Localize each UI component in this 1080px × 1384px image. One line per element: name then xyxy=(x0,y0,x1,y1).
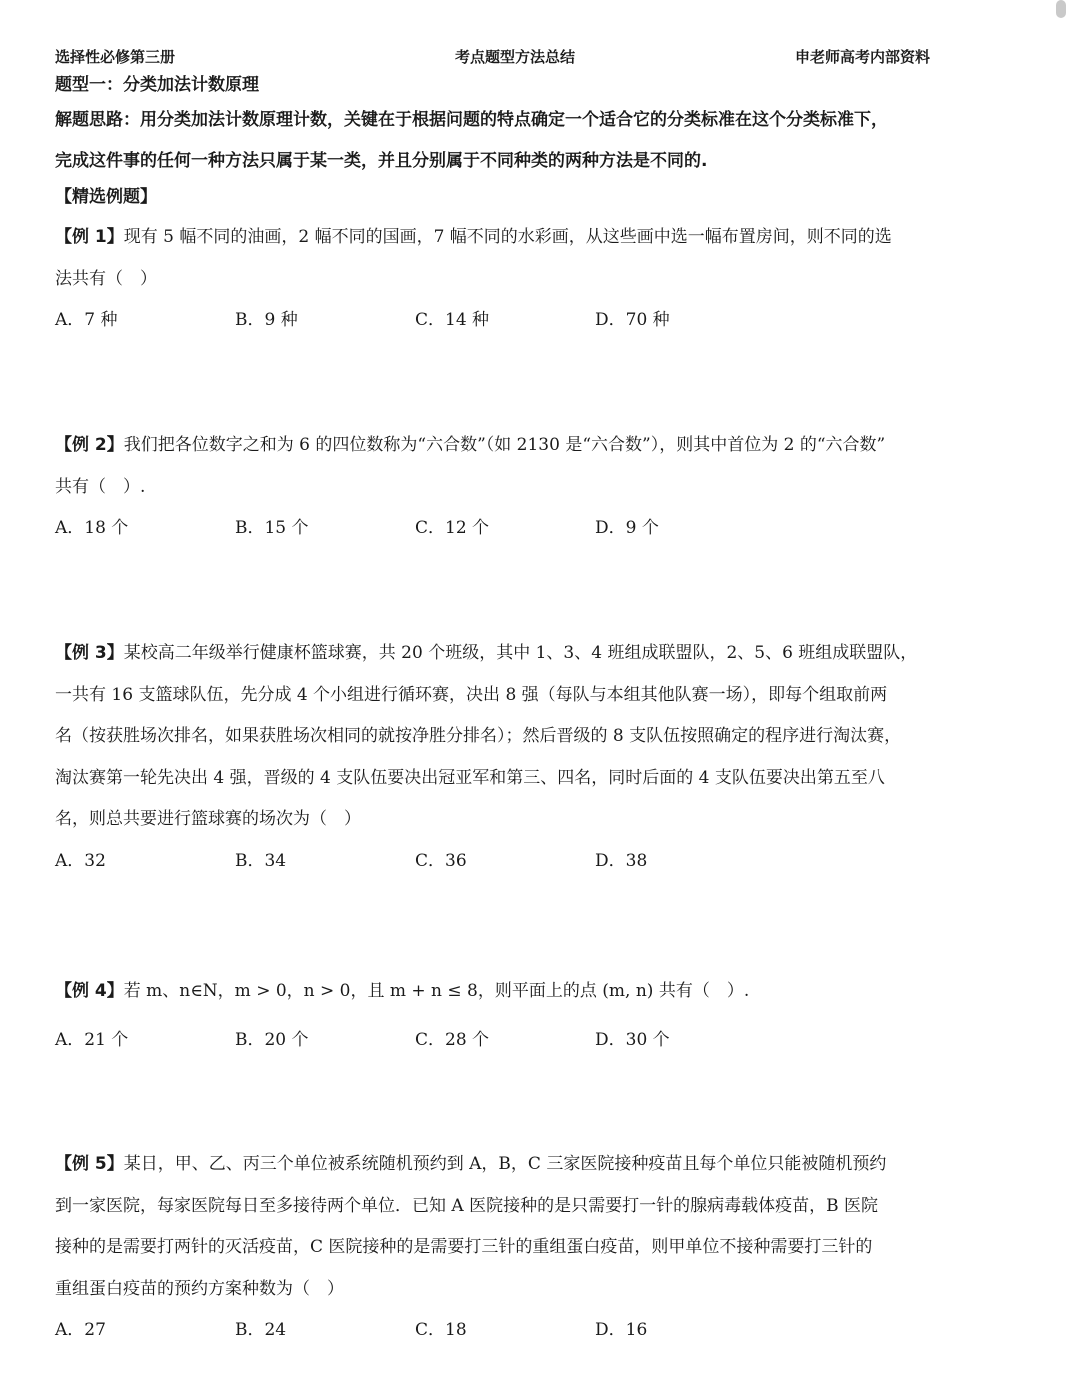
example-line: 法共有（ ） xyxy=(55,268,157,289)
option-a: A．27 xyxy=(55,1320,106,1340)
example-line: 重组蛋白疫苗的预约方案种数为（ ） xyxy=(55,1278,344,1299)
example-line xyxy=(55,425,935,467)
example-line: 一共有 16 支篮球队伍，先分成 4 个小组进行循环赛，决出 8 强（每队与本组其他队赛一场），即每个组取前两 xyxy=(55,684,888,705)
example-text: 若 m、n∈N，m > 0，n > 0，且 m + n ≤ 8，则平面上的点 (m, n) 共有（ ）. xyxy=(123,981,750,1001)
option-c: C．28 个 xyxy=(415,1029,490,1050)
option-a: A．7 种 xyxy=(55,310,118,330)
option-c: C．36 xyxy=(415,850,467,871)
example-line: 共有（ ）. xyxy=(55,476,146,497)
example-text: 我们把各位数字之和为 6 的四位数称为“六合数”（如 2130 是“六合数”），则其中首位为 2 的“六合数” xyxy=(123,435,886,455)
example-line xyxy=(55,971,935,1013)
header-center: 考点题型方法总结 xyxy=(455,48,576,66)
options-row xyxy=(55,1310,935,1352)
example-tag: 【例 4】 xyxy=(55,981,124,1001)
idea-line: 解题思路：用分类加法计数原理计数，关键在于根据问题的特点确定一个适合它的分类标准在这个分类标准下， xyxy=(55,110,888,130)
option-c: C．12 个 xyxy=(415,518,490,538)
example-text: 某校高二年级举行健康杯篮球赛，共 20 个班级，其中 1、3、4 班组成联盟队，2、5、6 班组成联盟队， xyxy=(123,643,918,663)
option-d: D．70 种 xyxy=(595,310,670,330)
option-b: B．15 个 xyxy=(235,518,309,538)
example-line: 淘汰赛第一轮先决出 4 强，晋级的 4 支队伍要决出冠亚军和第三、四名，同时后面的 4 支队伍要决出第五至八 xyxy=(55,767,885,788)
section-heading: 【精选例题】 xyxy=(55,187,157,207)
option-c: C．14 种 xyxy=(415,310,490,330)
options-row xyxy=(55,508,935,550)
options-row xyxy=(55,1020,935,1062)
option-d: D．30 个 xyxy=(595,1029,670,1050)
option-a: A．21 个 xyxy=(55,1029,129,1050)
option-d: D．38 xyxy=(595,850,648,871)
example-4 xyxy=(55,971,935,1061)
option-d: D．9 个 xyxy=(595,518,659,538)
options-row xyxy=(55,841,935,883)
example-5 xyxy=(55,1144,935,1352)
option-a: A．32 xyxy=(55,850,106,871)
example-line: 名（按获胜场次排名，如果获胜场次相同的就按净胜分排名）；然后晋级的 8 支队伍按照确定的程序进行淘汰赛， xyxy=(55,726,902,746)
example-tag: 【例 1】 xyxy=(55,227,124,247)
header-right: 申老师高考内部资料 xyxy=(794,48,930,66)
example-tag: 【例 2】 xyxy=(55,435,124,455)
idea-line: 完成这件事的任何一种方法只属于某一类，并且分别属于不同种类的两种方法是不同的. xyxy=(55,151,708,171)
example-3 xyxy=(55,633,935,882)
example-1 xyxy=(55,217,935,342)
option-b: B．34 xyxy=(235,850,287,871)
option-a: A．18 个 xyxy=(55,518,129,538)
example-line xyxy=(55,217,935,259)
solution-idea xyxy=(55,100,935,182)
option-c: C．18 xyxy=(415,1320,467,1340)
example-line xyxy=(55,633,935,675)
example-2 xyxy=(55,425,935,550)
option-b: B．9 种 xyxy=(235,310,298,330)
option-b: B．20 个 xyxy=(235,1029,309,1050)
example-line: 到一家医院，每家医院每日至多接待两个单位．已知 A 医院接种的是只需要打一针的腺病毒载体疫苗，B 医院 xyxy=(55,1195,878,1216)
example-text: 某日，甲、乙、丙三个单位被系统随机预约到 A，B，C 三家医院接种疫苗且每个单位只能被随机预约 xyxy=(123,1154,887,1174)
option-d: D．16 xyxy=(595,1320,648,1340)
options-row xyxy=(55,300,935,342)
example-line: 接种的是需要打两针的灭活疫苗，C 医院接种的是需要打三针的重组蛋白疫苗，则甲单位不接种需要打三针的 xyxy=(55,1237,873,1257)
scrollbar-thumb[interactable] xyxy=(1056,0,1066,18)
type-title: 题型一：分类加法计数原理 xyxy=(55,75,259,95)
example-tag: 【例 3】 xyxy=(55,643,124,663)
example-line: 名，则总共要进行篮球赛的场次为（ ） xyxy=(55,809,361,829)
example-text: 现有 5 幅不同的油画，2 幅不同的国画，7 幅不同的水彩画，从这些画中选一幅布置房间，则不同的选 xyxy=(123,227,892,247)
page-header xyxy=(55,46,930,68)
example-line xyxy=(55,1144,935,1186)
example-tag: 【例 5】 xyxy=(55,1154,124,1174)
header-left: 选择性必修第三册 xyxy=(55,48,176,66)
option-b: B．24 xyxy=(235,1320,287,1340)
